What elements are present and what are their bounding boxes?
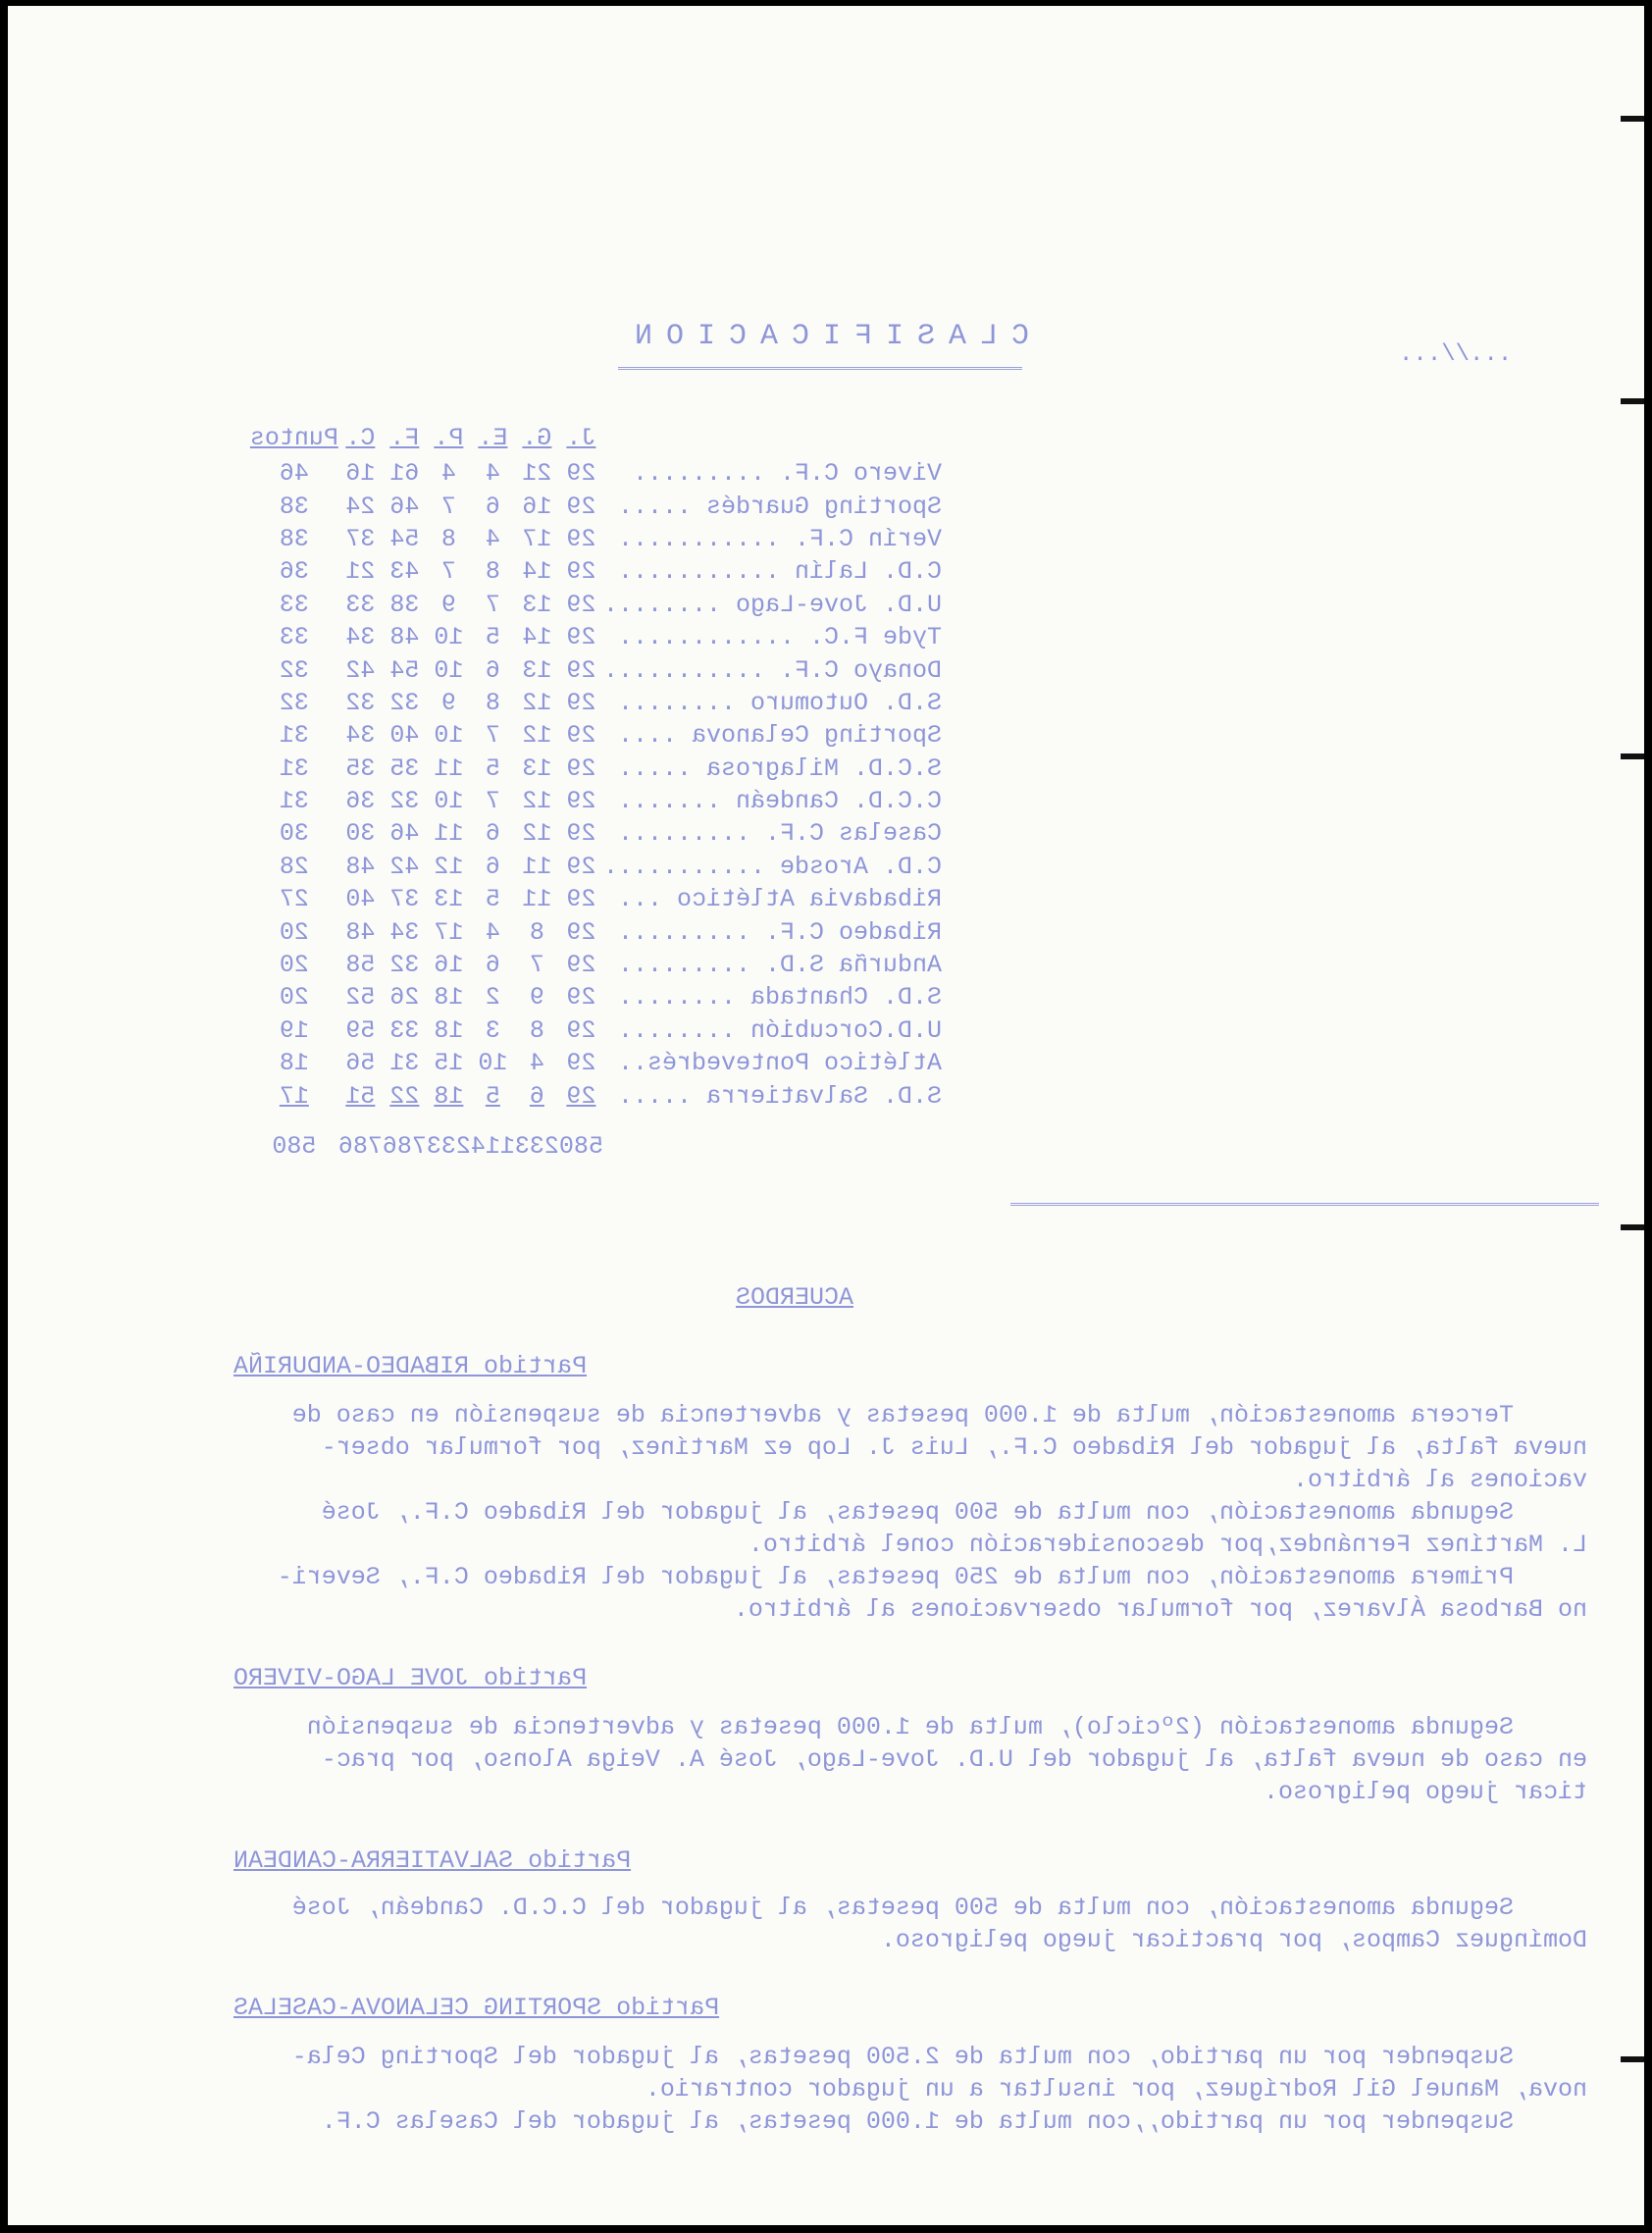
page-reference: ...//...	[1399, 341, 1513, 368]
team-name: Donayo C.F. ...........	[602, 655, 942, 685]
cell-g: 12	[522, 721, 552, 751]
cell-g: 21	[522, 459, 552, 489]
cell-c: 42	[345, 655, 376, 685]
table-row	[250, 1079, 950, 1112]
section-title: Partido RIBADEO-ANDURIÑA	[233, 1352, 588, 1380]
cell-j: 29	[566, 951, 596, 980]
table-row	[250, 817, 950, 850]
table-row	[250, 883, 950, 915]
total-e: 114	[470, 1132, 515, 1162]
team-name: S.C.D. Milagrosa .....	[617, 753, 942, 783]
cell-c: 59	[345, 1015, 376, 1045]
cell-j: 29	[566, 524, 596, 553]
title-underline	[618, 367, 1022, 370]
header-f: F.	[389, 423, 420, 452]
cell-j: 29	[566, 557, 596, 587]
table-row	[250, 915, 950, 948]
cell-j: 29	[566, 721, 596, 751]
cell-e: 7	[485, 721, 500, 751]
cell-p: 18	[434, 983, 464, 1013]
cell-c: 36	[345, 787, 376, 816]
cell-c: 58	[345, 951, 376, 980]
cell-c: 48	[345, 852, 376, 881]
cell-e: 6	[485, 852, 500, 881]
section-paragraph: Tercera amonestación, multa de 1.000 pesetas y advertencia de suspensión en caso de nueva falta, al jugador del Ribadeo C.F., Luis J. Lop ez Martínez, por formular obser- vaciones al árbitro.	[291, 1401, 1587, 1494]
cell-p: 18	[434, 1015, 464, 1045]
team-name: U.D.Corcubión ........	[617, 1015, 942, 1045]
total-j: 580	[558, 1132, 603, 1162]
cell-g: 13	[522, 590, 552, 619]
table-row	[250, 753, 950, 785]
cell-p: 15	[434, 1049, 464, 1078]
cell-c: 21	[345, 557, 376, 587]
cell-f: 42	[389, 852, 420, 881]
cell-pts: 31	[279, 753, 309, 783]
team-name: Verín C.F. ...........	[617, 524, 942, 553]
cell-j: 29	[566, 1015, 596, 1045]
cell-g: 6	[529, 1081, 544, 1111]
cell-p: 8	[440, 524, 456, 553]
cell-pts: 46	[279, 459, 309, 489]
cell-j: 29	[566, 819, 596, 849]
cell-j: 29	[566, 655, 596, 685]
cell-g: 12	[522, 819, 552, 849]
cell-f: 40	[389, 721, 420, 751]
cell-f: 46	[389, 492, 420, 521]
cell-e: 6	[485, 819, 500, 849]
team-name: Ribadavia Atlético ...	[617, 885, 942, 914]
table-row	[250, 851, 950, 883]
cell-g: 14	[522, 557, 552, 587]
table-row	[250, 981, 950, 1013]
cell-g: 14	[522, 623, 552, 652]
table-row	[250, 457, 950, 490]
team-name: S.D. Salvatierra .....	[617, 1081, 942, 1111]
cell-f: 32	[389, 787, 420, 816]
table-row	[250, 621, 950, 653]
cell-p: 10	[434, 787, 464, 816]
cell-e: 6	[485, 951, 500, 980]
cell-c: 34	[345, 721, 376, 751]
cell-g: 11	[522, 885, 552, 914]
cell-e: 10	[478, 1049, 508, 1078]
cell-f: 33	[389, 1015, 420, 1045]
cell-c: 51	[345, 1081, 376, 1111]
cell-pts: 31	[279, 721, 309, 751]
cell-f: 48	[389, 623, 420, 652]
cell-p: 10	[434, 655, 464, 685]
cell-g: 8	[529, 1015, 544, 1045]
cell-pts: 36	[279, 557, 309, 587]
cell-p: 12	[434, 852, 464, 881]
cell-c: 48	[345, 917, 376, 947]
cell-j: 29	[566, 852, 596, 881]
cell-g: 12	[522, 688, 552, 717]
cell-p: 11	[434, 753, 464, 783]
header-j: J.	[566, 423, 596, 452]
cell-g: 16	[522, 492, 552, 521]
team-name: C.D. Arosde ...........	[602, 852, 942, 881]
cell-c: 33	[345, 590, 376, 619]
cell-e: 7	[485, 787, 500, 816]
cell-c: 24	[345, 492, 376, 521]
cell-e: 2	[485, 983, 500, 1013]
cell-e: 6	[485, 492, 500, 521]
cell-f: 34	[389, 917, 420, 947]
cell-e: 7	[485, 590, 500, 619]
cell-g: 4	[529, 1049, 544, 1078]
header-p: P.	[434, 423, 464, 452]
table-row	[250, 785, 950, 817]
cell-pts: 17	[279, 1081, 309, 1111]
team-name: Vivero C.F. .........	[632, 459, 942, 489]
table-row	[250, 653, 950, 686]
cell-pts: 30	[279, 819, 309, 849]
cell-c: 34	[345, 623, 376, 652]
cell-pts: 19	[279, 1015, 309, 1045]
cell-pts: 38	[279, 524, 309, 553]
cell-g: 13	[522, 753, 552, 783]
section-title: Partido SPORTING CELANOVA-CASELAS	[233, 1994, 720, 2022]
cell-pts: 20	[279, 917, 309, 947]
totals-label	[603, 1113, 950, 1171]
cell-e: 4	[485, 459, 500, 489]
cell-j: 29	[566, 885, 596, 914]
cell-f: 46	[389, 819, 420, 849]
section-paragraph: Suspender por un partido,,con multa de 1.000 pesetas, al jugador del Caselas C.F.	[321, 2107, 1587, 2136]
cell-e: 5	[485, 1081, 500, 1111]
cell-j: 29	[566, 917, 596, 947]
cell-f: 31	[389, 1049, 420, 1078]
cell-g: 11	[522, 852, 552, 881]
cell-p: 10	[434, 721, 464, 751]
cell-pts: 32	[279, 688, 309, 717]
total-p: 233	[426, 1132, 471, 1162]
document-page	[8, 6, 1644, 2225]
cell-j: 29	[566, 983, 596, 1013]
cell-p: 9	[440, 590, 456, 619]
section-paragraph: Segunda amonestación, con multa de 500 pesetas, al jugador del C.C.D. Candeán, José Domínguez Campos, por practicar juego peligroso.	[291, 1894, 1587, 1954]
cell-j: 29	[566, 590, 596, 619]
cell-f: 43	[389, 557, 420, 587]
team-name: Sporting Celanova ....	[617, 721, 942, 751]
cell-p: 4	[440, 459, 456, 489]
cell-c: 35	[345, 753, 376, 783]
cell-g: 17	[522, 524, 552, 553]
team-name: Sporting Guardés .....	[617, 492, 942, 521]
cell-pts: 18	[279, 1049, 309, 1078]
cell-f: 54	[389, 655, 420, 685]
cell-f: 32	[389, 688, 420, 717]
cell-p: 13	[434, 885, 464, 914]
total-pts: 580	[272, 1132, 317, 1162]
cell-pts: 38	[279, 492, 309, 521]
team-name: Tyde F.C. ............	[617, 623, 942, 652]
cell-g: 13	[522, 655, 552, 685]
table-row	[250, 589, 950, 621]
table-row	[250, 523, 950, 555]
cell-c: 52	[345, 983, 376, 1013]
cell-f: 61	[389, 459, 420, 489]
cell-p: 10	[434, 623, 464, 652]
cell-pts: 20	[279, 951, 309, 980]
cell-j: 29	[566, 459, 596, 489]
acuerdos-title: ACUERDOS	[736, 1283, 854, 1312]
team-name: U.D. Jove-Lago ........	[602, 590, 942, 619]
cell-pts: 31	[279, 787, 309, 816]
team-name: Andurña S.D. .........	[617, 951, 942, 980]
table-row	[250, 1014, 950, 1047]
cell-j: 29	[566, 1049, 596, 1078]
cell-pts: 32	[279, 655, 309, 685]
team-name: Ribadeo C.F. .........	[617, 917, 942, 947]
totals-row	[250, 1113, 950, 1171]
cell-f: 38	[389, 590, 420, 619]
cell-p: 7	[440, 492, 456, 521]
section-paragraph: Suspender por un partido, con multa de 2.500 pesetas, al jugador del Sporting Cela- nova, Manuel Gil Rodríguez, por insultar a un jugador contrario.	[291, 2043, 1587, 2103]
page-title: CLASIFICACION	[620, 320, 1030, 353]
cell-f: 37	[389, 885, 420, 914]
cell-c: 32	[345, 688, 376, 717]
section-title: Partido SALVATIERRA-CANDEAN	[233, 1846, 632, 1875]
section-paragraph: Segunda amonestación, con multa de 500 pesetas, al jugador del Ribadeo C.F., José L. Martínez Fernández,por desconsideración conel árbitro.	[321, 1498, 1587, 1559]
cell-f: 22	[389, 1081, 420, 1111]
cell-p: 16	[434, 951, 464, 980]
header-c: C.	[345, 423, 376, 452]
cell-pts: 33	[279, 623, 309, 652]
total-g: 233	[514, 1132, 559, 1162]
cell-c: 16	[345, 459, 376, 489]
section-paragraph: Primera amonestación, con multa de 250 pesetas, al jugador del Ribadeo C.F., Severi- no Barbosa Álvarez, por formular observaciones al árbitro.	[277, 1563, 1587, 1624]
cell-f: 35	[389, 753, 420, 783]
cell-pts: 33	[279, 590, 309, 619]
cell-p: 9	[440, 688, 456, 717]
cell-pts: 20	[279, 983, 309, 1013]
team-name: Atlético Pontevedrés..	[617, 1049, 942, 1078]
table-row	[250, 719, 950, 752]
cell-j: 29	[566, 688, 596, 717]
classification-table	[249, 418, 950, 1171]
cell-j: 29	[566, 492, 596, 521]
cell-g: 7	[529, 951, 544, 980]
cell-c: 30	[345, 819, 376, 849]
table-row	[250, 555, 950, 588]
section-paragraph: Segunda amonestación (2ºciclo), multa de 1.000 pesetas y advertencia de suspensión en caso de nueva falta, al jugador del U.D. Jove-Lago, José A. Veiga Alonso, por prac- ticar juego peligroso.	[306, 1713, 1587, 1806]
cell-p: 18	[434, 1081, 464, 1111]
table-row	[250, 1047, 950, 1079]
cell-p: 7	[440, 557, 456, 587]
table-row	[250, 949, 950, 981]
total-f: 786	[382, 1132, 427, 1162]
cell-e: 6	[485, 655, 500, 685]
cell-f: 32	[389, 951, 420, 980]
cell-e: 5	[485, 885, 500, 914]
cell-p: 17	[434, 917, 464, 947]
cell-e: 4	[485, 917, 500, 947]
cell-e: 8	[485, 688, 500, 717]
cell-c: 56	[345, 1049, 376, 1078]
cell-j: 29	[566, 787, 596, 816]
team-name: S.D. Outomuro ........	[617, 688, 942, 717]
cell-g: 9	[529, 983, 544, 1013]
cell-j: 29	[566, 753, 596, 783]
cell-p: 11	[434, 819, 464, 849]
mirrored-print	[8, 6, 1644, 2225]
header-team	[603, 418, 950, 457]
cell-e: 5	[485, 623, 500, 652]
cell-pts: 27	[279, 885, 309, 914]
section-title: Partido JOVE LAGO-VIVERO	[233, 1664, 588, 1692]
cell-c: 37	[345, 524, 376, 553]
cell-pts: 28	[279, 852, 309, 881]
table-bottom-rule	[1010, 1203, 1599, 1206]
cell-e: 4	[485, 524, 500, 553]
cell-j: 29	[566, 623, 596, 652]
header-puntos: Puntos	[249, 423, 338, 452]
cell-c: 40	[345, 885, 376, 914]
table-header-row	[250, 418, 950, 457]
header-g: G.	[522, 423, 552, 452]
cell-e: 5	[485, 753, 500, 783]
team-name: C.C.D. Candeán .......	[617, 787, 942, 816]
total-c: 786	[337, 1132, 383, 1162]
team-name: Caselas C.F. .........	[617, 819, 942, 849]
cell-f: 54	[389, 524, 420, 553]
header-e: E.	[478, 423, 508, 452]
team-name: S.D. Chantada ........	[617, 983, 942, 1013]
table-row	[250, 490, 950, 522]
table-row	[250, 687, 950, 719]
cell-e: 8	[485, 557, 500, 587]
cell-e: 3	[485, 1015, 500, 1045]
cell-f: 26	[389, 983, 420, 1013]
cell-g: 8	[529, 917, 544, 947]
cell-j: 29	[566, 1081, 596, 1111]
team-name: C.D. Lalín ...........	[617, 557, 942, 587]
cell-g: 12	[522, 787, 552, 816]
